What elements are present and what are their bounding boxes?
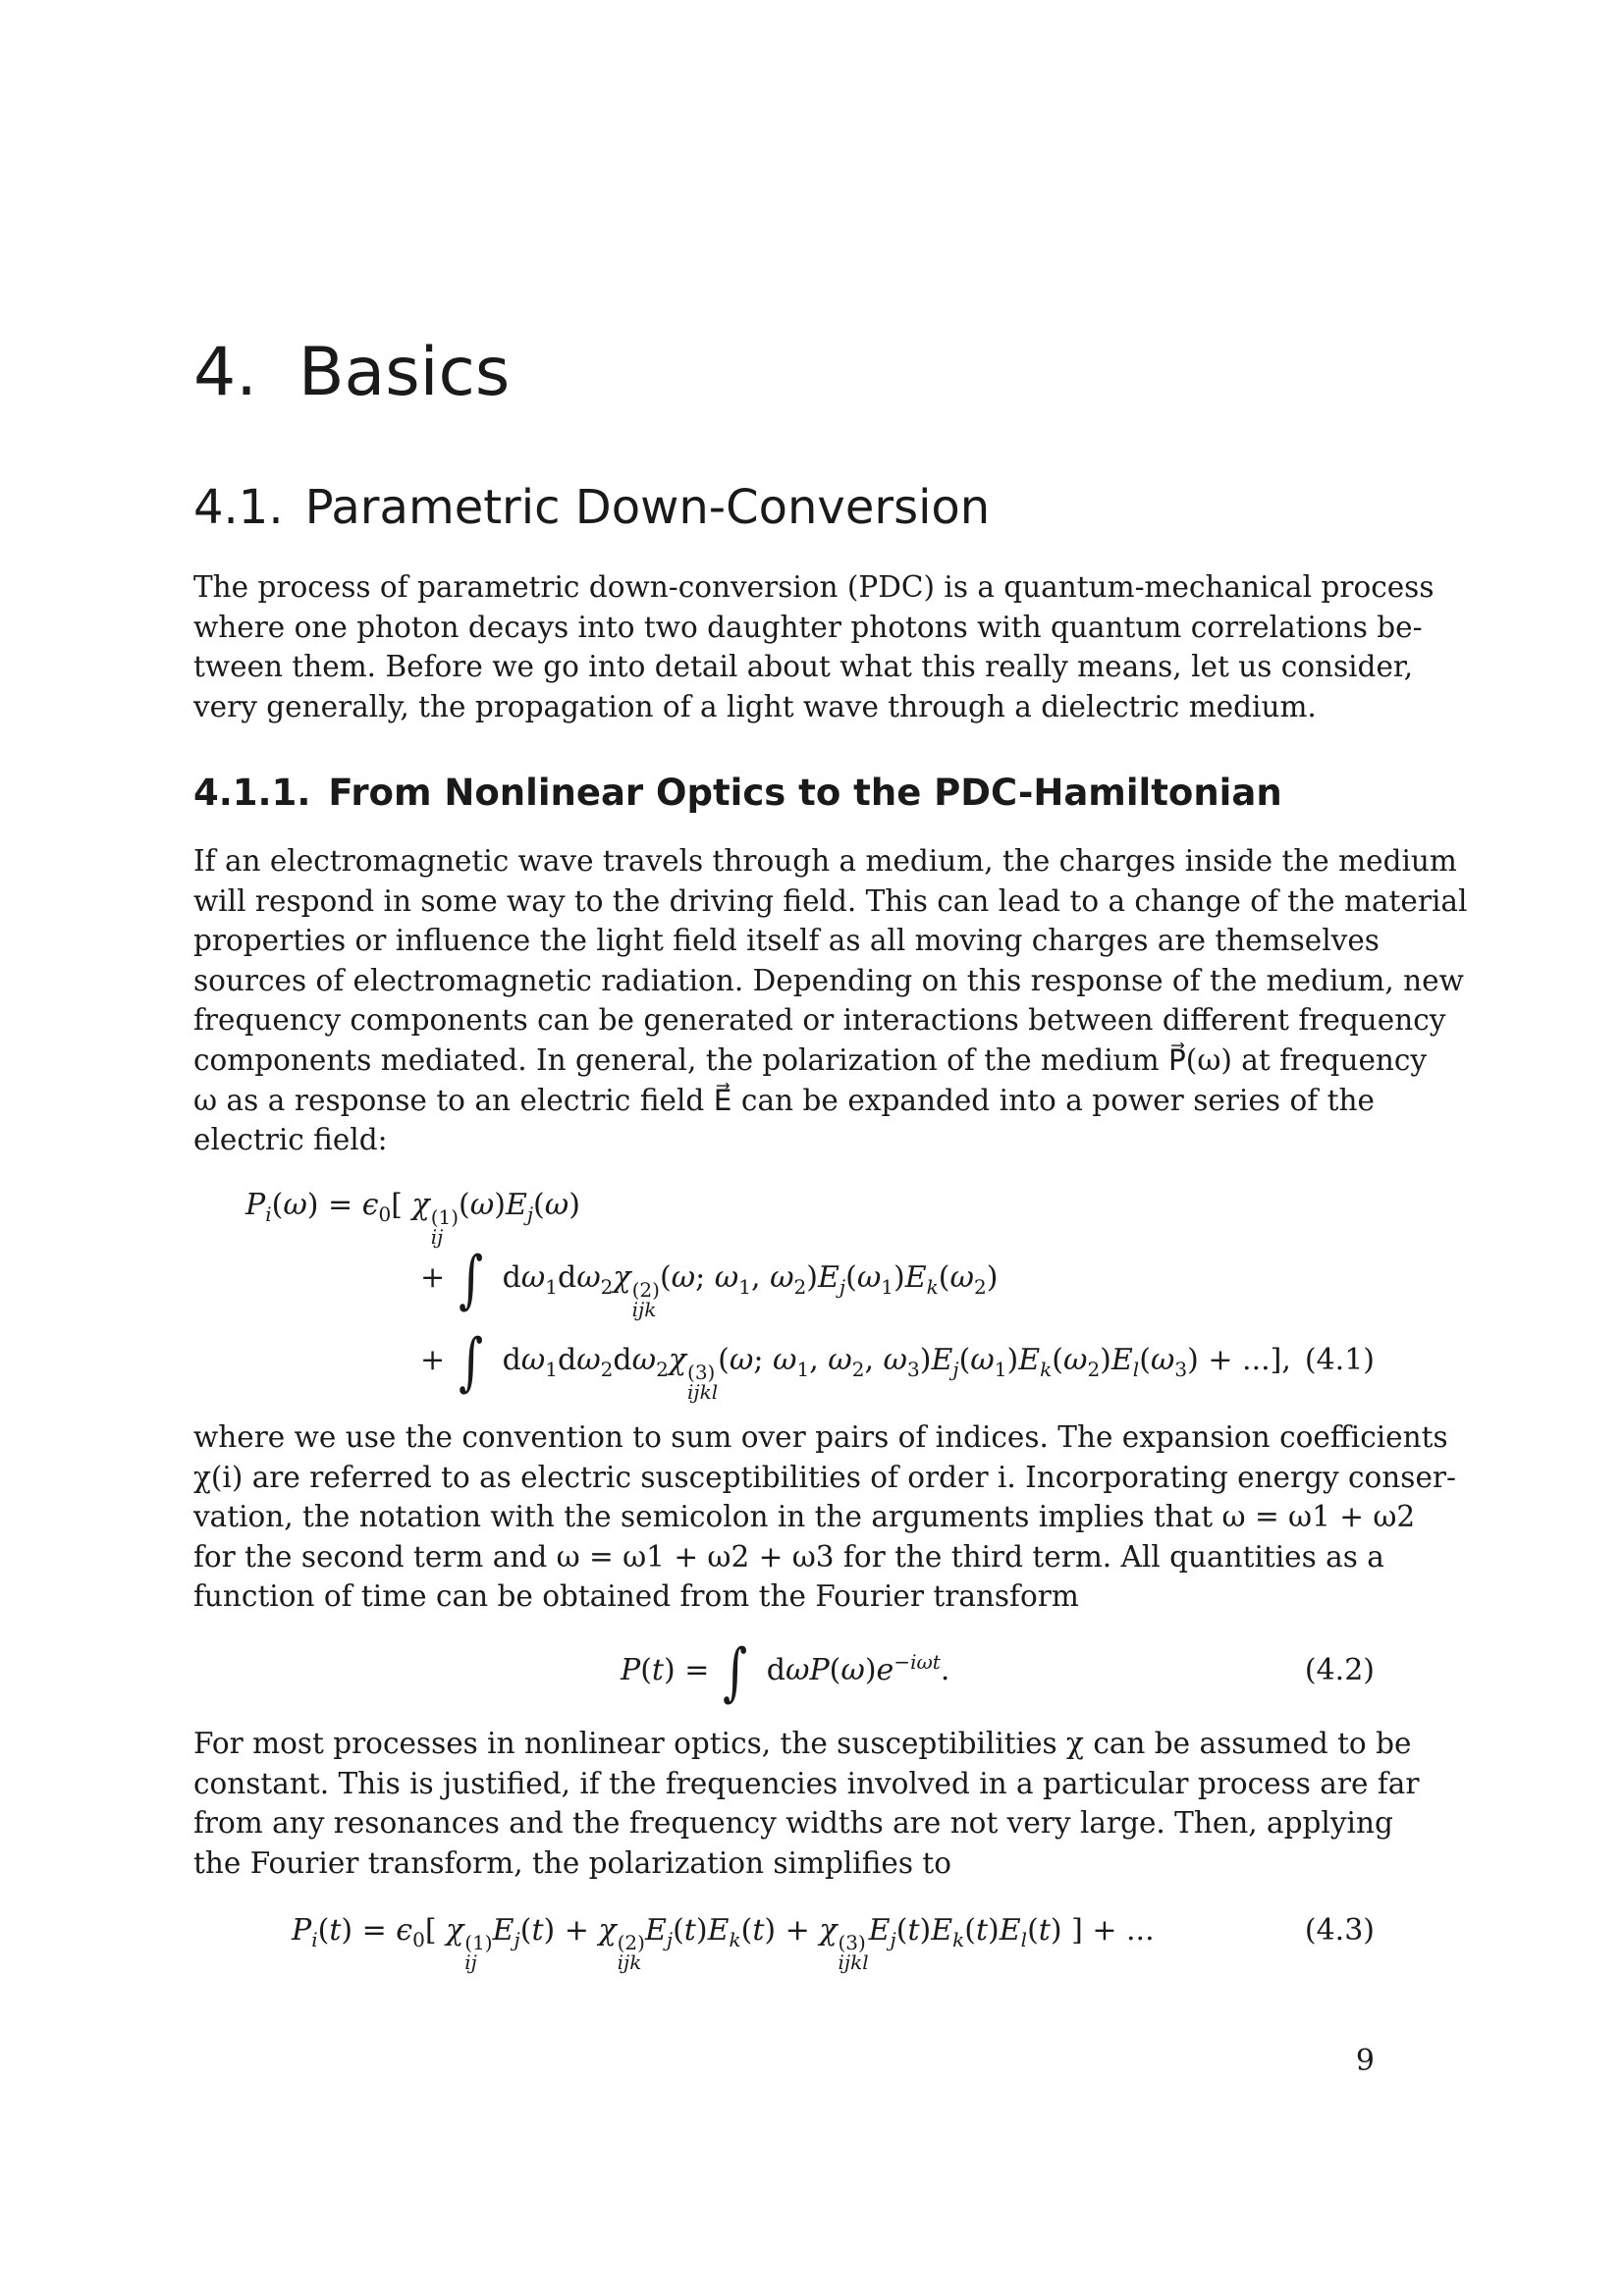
paragraph-constant-susceptibilities <box>193 1724 1420 1883</box>
section-number: 4.1. <box>193 480 284 535</box>
equation-4-2: P(t) = ∫ $d\omega P(\omega)e^{-i\omega t}$. <box>621 1636 950 1709</box>
subsection-number: 4.1.1. <box>193 772 311 814</box>
paragraph-line: where we use the convention to sum over pairs of indices. The expansion coefficients <box>193 1420 1448 1454</box>
section-heading <box>193 479 990 536</box>
paragraph-line: For most processes in nonlinear optics, the susceptibilities χ can be assumed to be <box>193 1727 1412 1760</box>
section-title-text: Parametric Down-Conversion <box>304 480 991 535</box>
paragraph-line: components mediated. In general, the polarization of the medium P⃗(ω) at frequency <box>193 1042 1428 1077</box>
chapter-number: 4. <box>193 334 257 411</box>
intro-paragraph <box>193 567 1435 726</box>
subsection-heading <box>193 771 1282 816</box>
paragraph-line: function of time can be obtained from the Fourier transform <box>193 1579 1079 1614</box>
paragraph-line: from any resonances and the frequency widths are not very large. Then, applying <box>193 1806 1393 1841</box>
paragraph-nonlinear-optics <box>193 841 1468 1160</box>
page-number: 9 <box>1355 2044 1375 2078</box>
equation-4-1-line-2: + ∫ $d\omega_1d\omega_2\chi$ (2) ijk (ω; $\omega_1$, $\omega_2)E_j(\omega_1)E_k(\omega_2)$ <box>420 1244 999 1321</box>
paragraph-line: χ(i) are referred to as electric susceptibilities of order i. Incorporating energy conser- <box>193 1460 1456 1494</box>
equation-4-3-number: (4.3) <box>1304 1913 1375 1948</box>
paragraph-line: tween them. Before we go into detail about what this really means, let us consider, <box>193 650 1414 684</box>
chapter-heading <box>193 334 510 412</box>
paragraph-susceptibilities <box>193 1417 1456 1617</box>
paragraph-line: for the second term and ω = ω1 + ω2 + ω3 for the third term. All quantities as a <box>193 1539 1384 1574</box>
paragraph-line: If an electromagnetic wave travels through a medium, the charges inside the medium <box>193 844 1457 878</box>
paragraph-line: will respond in some way to the driving field. This can lead to a change of the material <box>193 883 1468 918</box>
paragraph-line: the Fourier transform, the polarization simplifies to <box>193 1845 951 1880</box>
paragraph-line: sources of electromagnetic radiation. Depending on this response of the medium, new <box>193 963 1464 997</box>
chapter-title-text: Basics <box>298 334 511 411</box>
equation-4-2-number: (4.2) <box>1304 1653 1375 1687</box>
equation-4-1-line-1: $P_i(\omega) = \epsilon_0$[ χ (1) ij $(\omega)E_j(\omega)$ <box>245 1188 580 1249</box>
paragraph-line: constant. This is justified, if the frequencies involved in a particular process are far <box>193 1766 1420 1800</box>
paragraph-line: very generally, the propagation of a light wave through a dielectric medium. <box>193 689 1317 723</box>
equation-4-3: $P_i(t) = \epsilon_0$[ χ (1) ij $E_j(t) + \chi$ (2) ijk $E_j(t)E_k(t) + \chi$ (3) ijkl $E_j(t)E_k(t)E_l(t)$ ] + ... <box>292 1913 1155 1974</box>
paragraph-line: frequency components can be generated or interactions between different frequency <box>193 1003 1446 1038</box>
paragraph-line: electric field: <box>193 1123 388 1157</box>
equation-4-1-number: (4.1) <box>1304 1343 1375 1377</box>
paragraph-line: where one photon decays into two daughter photons with quantum correlations be- <box>193 610 1423 644</box>
paragraph-line: vation, the notation with the semicolon in the arguments implies that ω = ω1 + ω2 <box>193 1500 1416 1534</box>
equation-4-1-line-3: + ∫ $d\omega_1d\omega_2d\omega_2\chi$ (3) ijkl (ω; $\omega_1$, $\omega_2$, $\omega_3)E_j(\omega_1)E_k(\omega_2)E_l(\omega_3)$ + ...], <box>420 1326 1291 1404</box>
paragraph-line: ω as a response to an electric field E⃗ can be expanded into a power series of the <box>193 1083 1375 1117</box>
paragraph-line: The process of parametric down-conversion (PDC) is a quantum-mechanical process <box>193 570 1435 604</box>
subsection-title-text: From Nonlinear Optics to the PDC-Hamiltonian <box>328 772 1282 814</box>
paragraph-line: properties or influence the light field itself as all moving charges are themselves <box>193 924 1380 958</box>
